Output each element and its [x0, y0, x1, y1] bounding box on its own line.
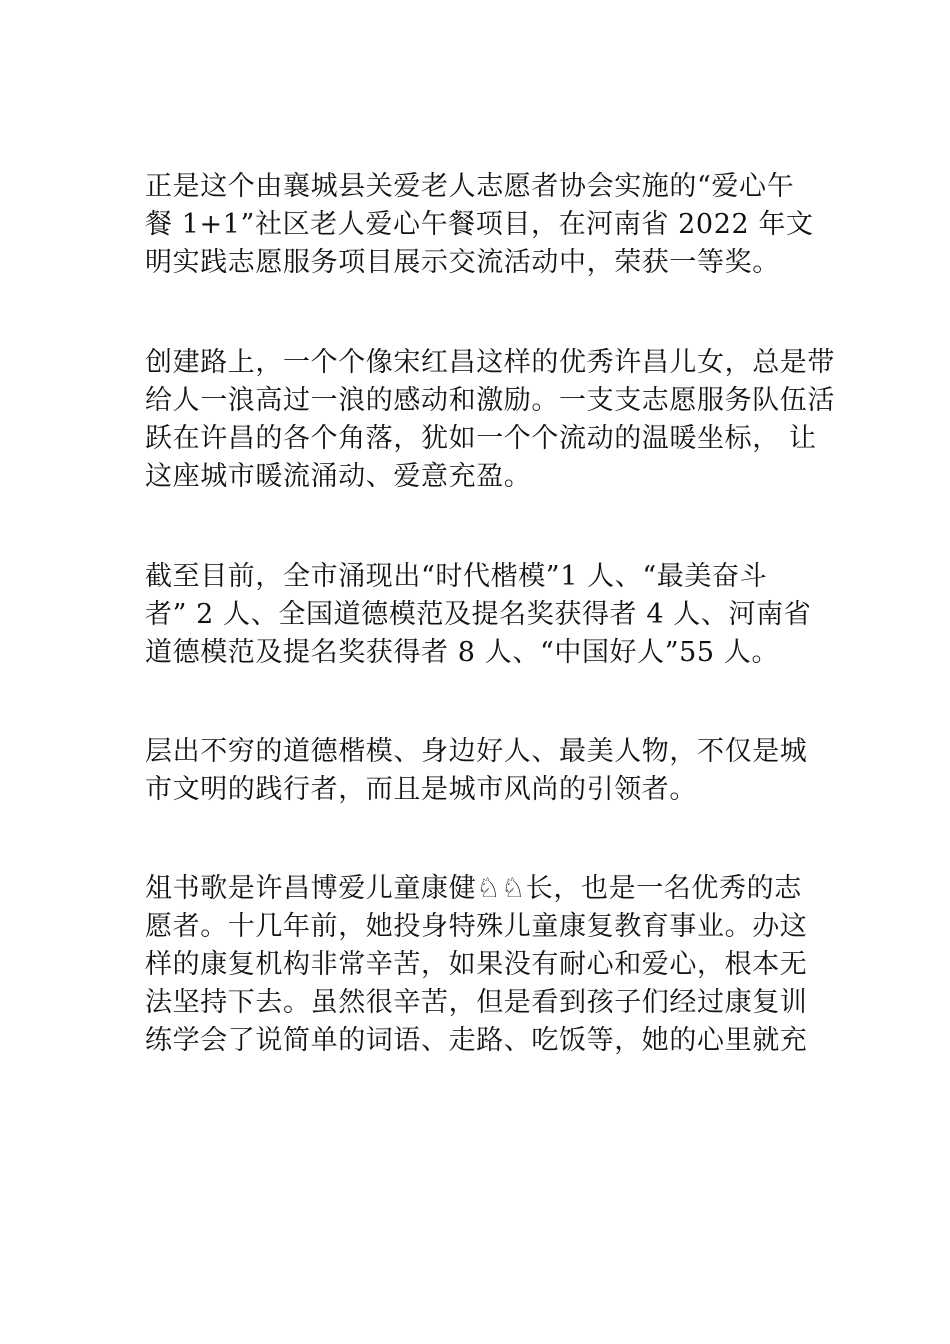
- text-line: 餐 1+1”社区老人爱心午餐项目，在河南省 2022 年文: [145, 209, 814, 240]
- paragraph-4: [145, 733, 845, 809]
- text-line: 截至目前，全市涌现出“时代楷模”1 人、“最美奋斗: [145, 561, 768, 592]
- text-line: 愿者。十几年前，她投身特殊儿童康复教育事业。办这: [145, 911, 808, 942]
- text-line: 俎书歌是许昌博爱儿童康健♘♘长，也是一名优秀的志: [145, 873, 802, 904]
- text-line: 者” 2 人、全国道德模范及提名奖获得者 4 人、河南省: [145, 599, 812, 630]
- text-line: 层出不穷的道德楷模、身边好人、最美人物，不仅是城: [145, 736, 808, 767]
- text-line: 市文明的践行者，而且是城市风尚的引领者。: [145, 774, 697, 805]
- text-line: 练学会了说简单的词语、走路、吃饭等，她的心里就充: [145, 1025, 808, 1056]
- text-line: 法坚持下去。虽然很辛苦，但是看到孩子们经过康复训: [145, 987, 808, 1018]
- paragraph-3: [145, 558, 845, 672]
- paragraph-5: [145, 870, 845, 1060]
- text-line: 正是这个由襄城县关爱老人志愿者协会实施的“爱心午: [145, 171, 795, 202]
- text-line: 给人一浪高过一浪的感动和激励。一支支志愿服务队伍活: [145, 385, 835, 416]
- text-line: 道德模范及提名奖获得者 8 人、“中国好人”55 人。: [145, 637, 780, 668]
- text-line: 跃在许昌的各个角落，犹如一个个流动的温暖坐标， 让: [145, 423, 817, 454]
- text-line: 这座城市暖流涌动、爱意充盈。: [145, 461, 532, 492]
- text-line: 样的康复机构非常辛苦，如果没有耐心和爱心，根本无: [145, 949, 808, 980]
- paragraph-2: [145, 344, 845, 496]
- paragraph-1: [145, 168, 845, 282]
- text-line: 创建路上，一个个像宋红昌这样的优秀许昌儿女，总是带: [145, 347, 835, 378]
- text-line: 明实践志愿服务项目展示交流活动中，荣获一等奖。: [145, 247, 780, 278]
